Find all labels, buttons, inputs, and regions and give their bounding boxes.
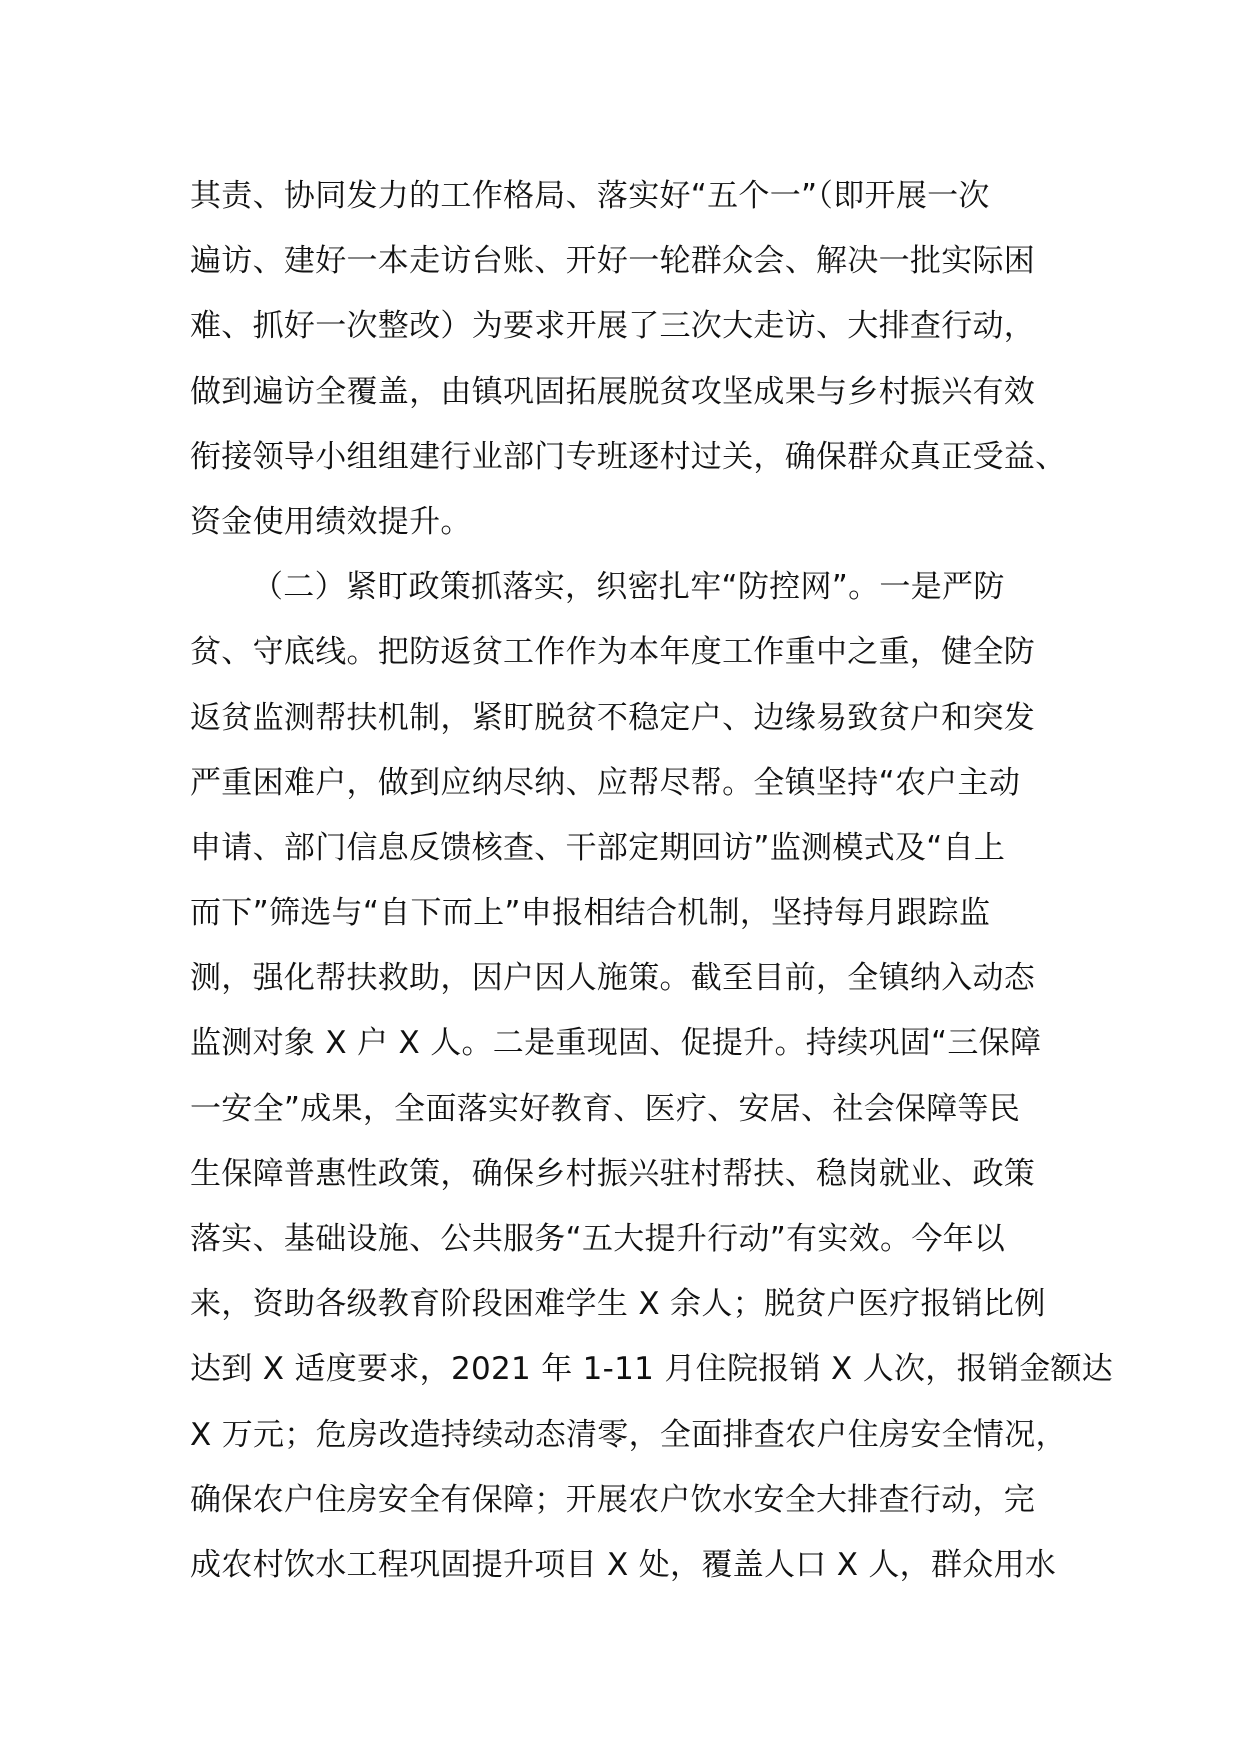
text-line: 资金使用绩效提升。 xyxy=(190,503,472,540)
text-line: 监测对象 X 户 X 人。二是重现固、促提升。持续巩固“三保障 xyxy=(190,1025,1042,1062)
paragraph-1 xyxy=(190,164,1090,555)
text-line: X 万元；危房改造持续动态清零，全面排查农户住房安全情况， xyxy=(190,1416,1067,1453)
paragraph-2 xyxy=(190,555,1114,1598)
text-line: 而下”筛选与“自下而上”申报相结合机制，坚持每月跟踪监 xyxy=(190,895,991,932)
text-line: （二）紧盯政策抓落实，织密扎牢“防控网”。一是严防 xyxy=(252,569,1005,606)
text-line: 达到 X 适度要求，2021 年 1-11 月住院报销 X 人次，报销金额达 xyxy=(190,1351,1114,1388)
text-line: 确保农户住房安全有保障；开展农户饮水安全大排查行动，完 xyxy=(190,1481,1036,1518)
text-line: 生保障普惠性政策，确保乡村振兴驻村帮扶、稳岗就业、政策 xyxy=(190,1155,1036,1192)
text-line: 其责、协同发力的工作格局、落实好“五个一”（即开展一次 xyxy=(190,178,990,214)
text-line: 难、抓好一次整改）为要求开展了三次大走访、大排查行动， xyxy=(190,308,1036,345)
text-line: 遍访、建好一本走访台账、开好一轮群众会、解决一批实际困 xyxy=(190,243,1036,280)
text-line: 测，强化帮扶救助，因户因人施策。截至目前，全镇纳入动态 xyxy=(190,960,1036,997)
text-line: 衔接领导小组组建行业部门专班逐村过关，确保群众真正受益、 xyxy=(190,438,1067,475)
text-line: 严重困难户，做到应纳尽纳、应帮尽帮。全镇坚持“农户主动 xyxy=(190,764,1021,801)
text-line: 贫、守底线。把防返贫工作作为本年度工作重中之重，健全防 xyxy=(190,634,1036,671)
text-line: 来，资助各级教育阶段困难学生 X 余人；脱贫户医疗报销比例 xyxy=(190,1286,1046,1323)
document-body xyxy=(190,164,1114,1598)
text-line: 一安全”成果，全面落实好教育、医疗、安居、社会保障等民 xyxy=(190,1090,1021,1127)
text-line: 成农村饮水工程巩固提升项目 X 处，覆盖人口 X 人，群众用水 xyxy=(190,1546,1057,1583)
text-line: 返贫监测帮扶机制，紧盯脱贫不稳定户、边缘易致贫户和突发 xyxy=(190,699,1036,736)
text-line: 申请、部门信息反馈核查、干部定期回访”监测模式及“自上 xyxy=(190,829,1006,866)
text-line: 落实、基础设施、公共服务“五大提升行动”有实效。今年以 xyxy=(190,1221,1006,1257)
text-line: 做到遍访全覆盖，由镇巩固拓展脱贫攻坚成果与乡村振兴有效 xyxy=(190,373,1036,410)
